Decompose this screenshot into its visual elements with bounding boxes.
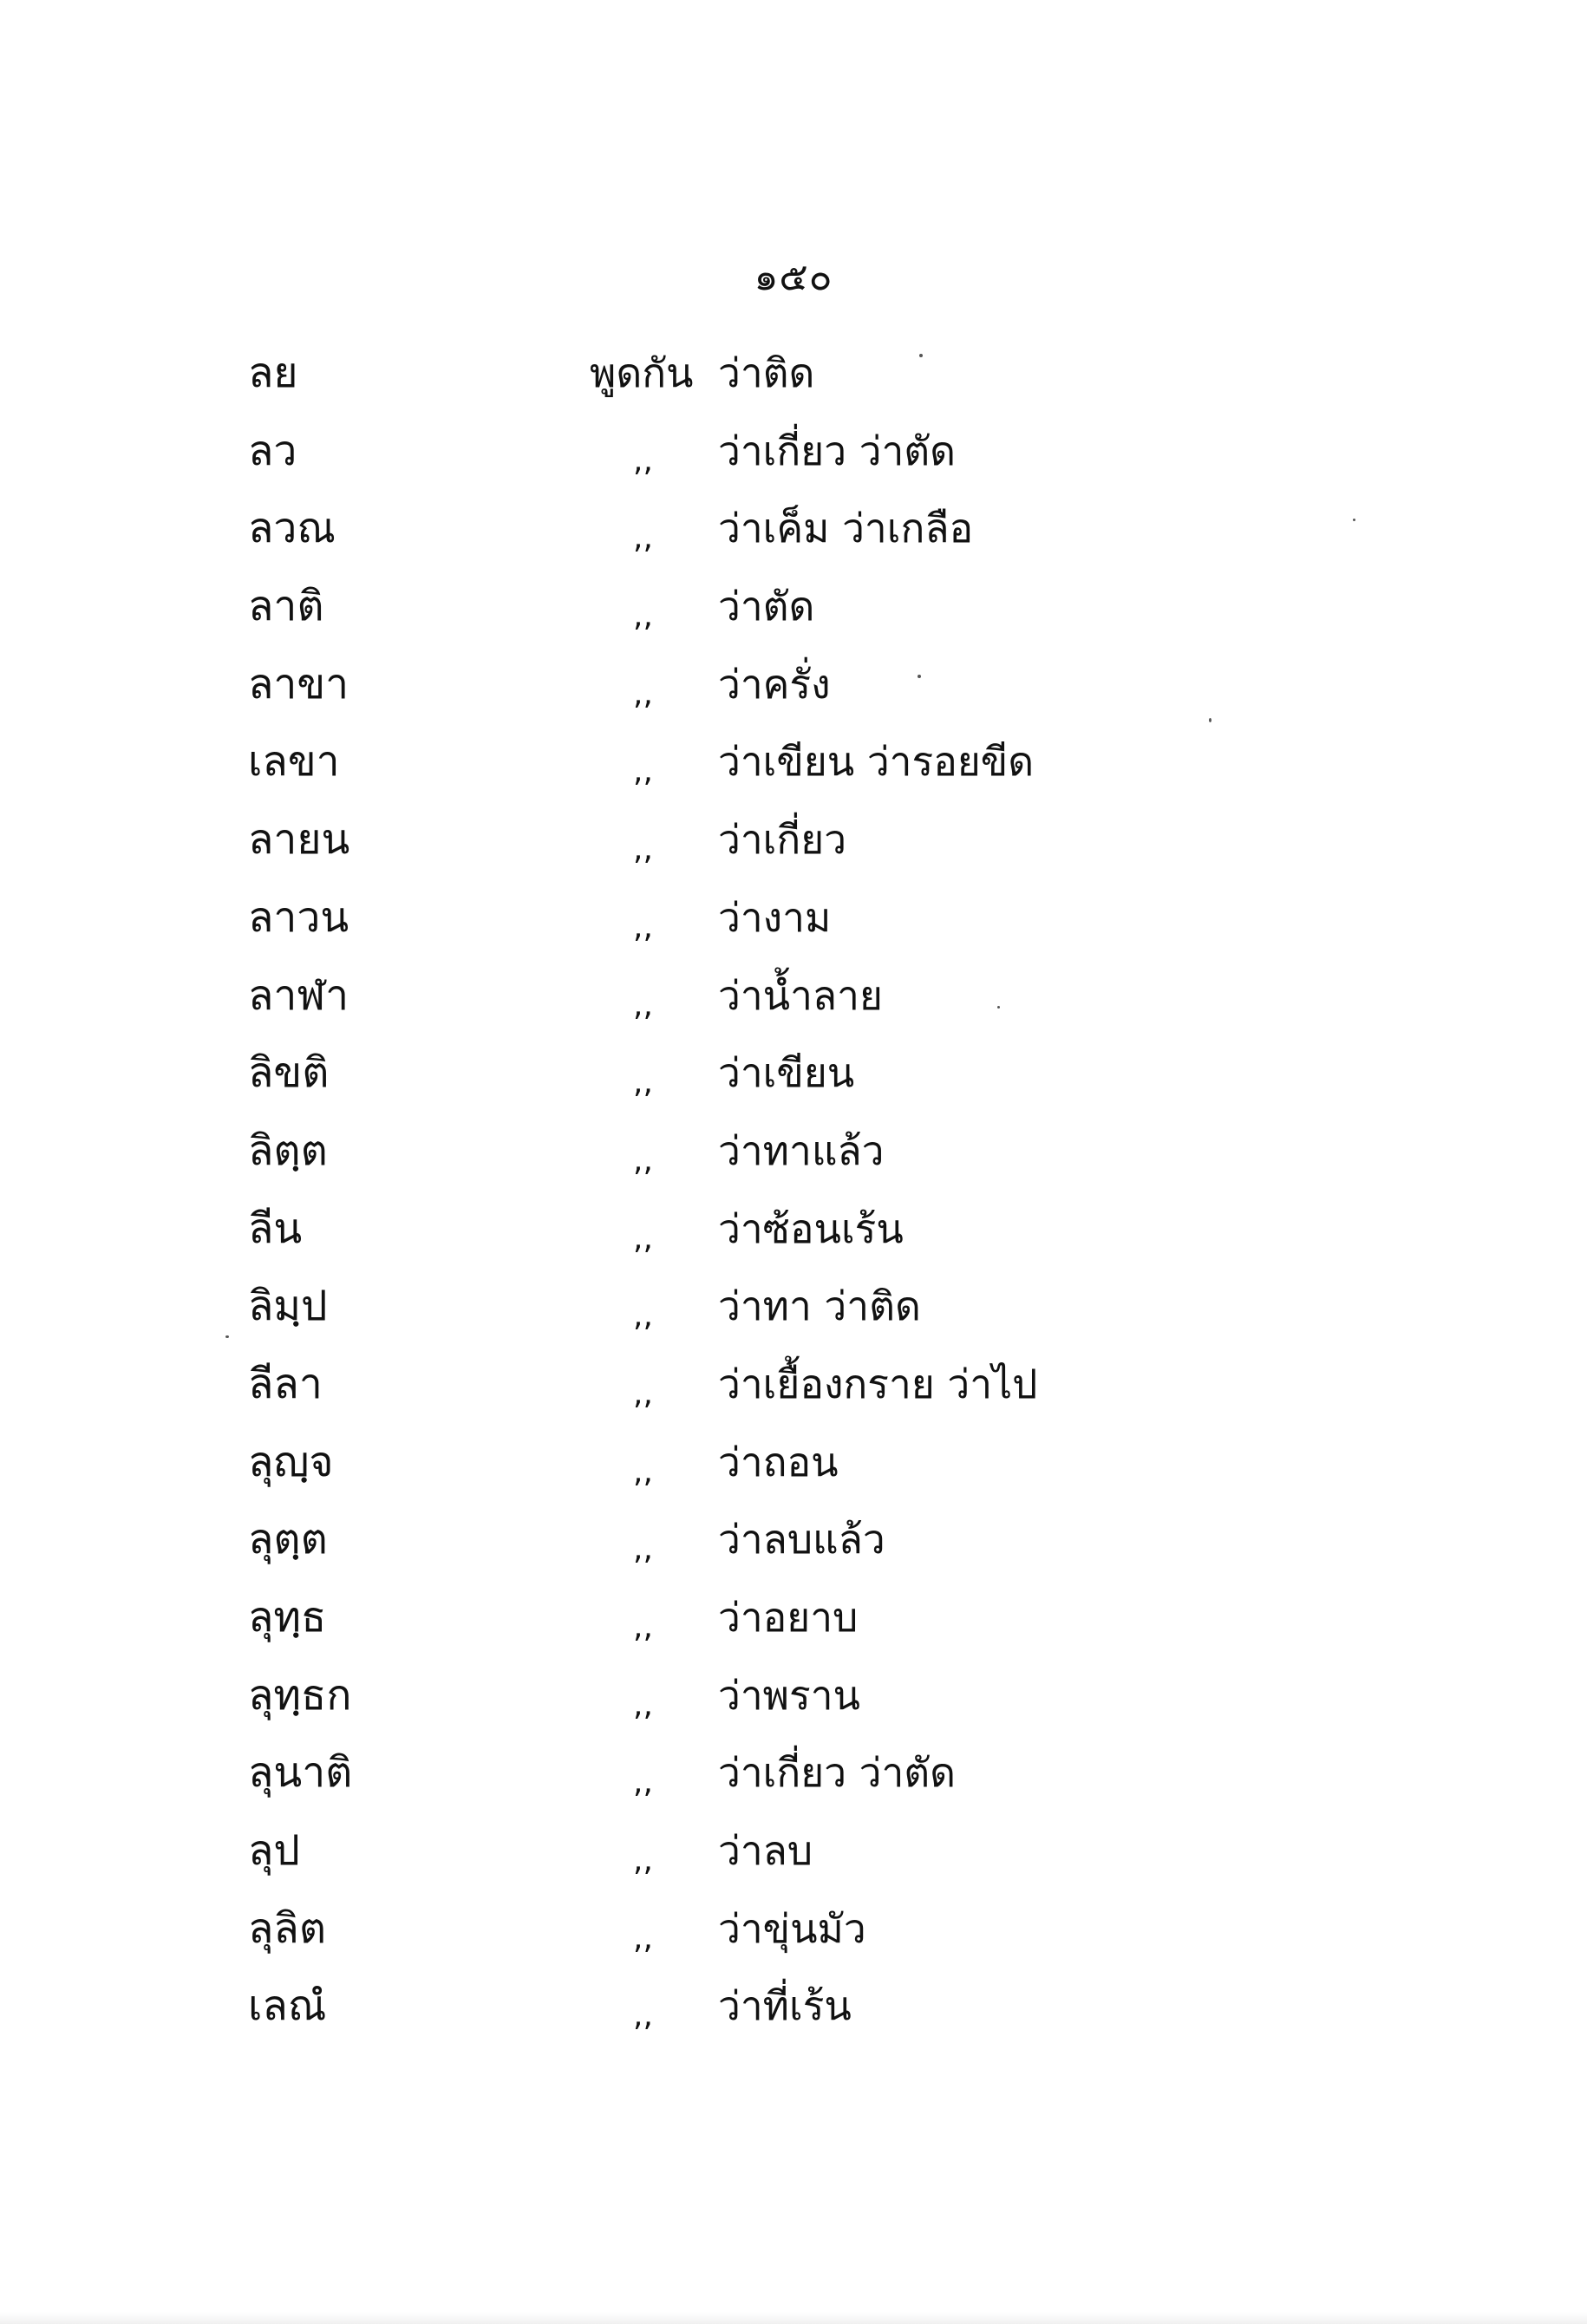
ditto-mark: ,, bbox=[633, 1142, 653, 1178]
entry-meaning: ว่าน้ำลาย bbox=[718, 971, 883, 1019]
entry-term: ลุนาติ bbox=[248, 1748, 353, 1798]
ditto-mark: ,, bbox=[633, 1220, 653, 1257]
entry-term: ลุทฺธก bbox=[248, 1670, 352, 1720]
glossary-entry bbox=[0, 1427, 1587, 1505]
entry-term: ลิขติ bbox=[248, 1048, 330, 1098]
glossary-entry bbox=[0, 883, 1587, 961]
entry-meaning: ว่าเกี่ยว ว่าตัด bbox=[718, 427, 957, 474]
glossary-entry bbox=[0, 1816, 1587, 1894]
glossary-entry bbox=[0, 1661, 1587, 1739]
entry-term: ลาติ bbox=[248, 582, 324, 631]
entry-term: ลิตฺต bbox=[248, 1126, 328, 1175]
entry-meaning: ว่าลบ bbox=[718, 1827, 813, 1875]
entry-term: เลณํ bbox=[248, 1981, 327, 2031]
ditto-mark: ,, bbox=[633, 754, 653, 790]
entry-meaning: ว่าเขียน ว่ารอยขีด bbox=[718, 738, 1035, 786]
ditto-mark: ,, bbox=[633, 1920, 653, 1956]
entry-meaning: ว่าทาแล้ว bbox=[718, 1126, 885, 1174]
entry-meaning: ว่าพราน bbox=[718, 1671, 860, 1719]
entry-term: ลุทฺธ bbox=[248, 1593, 327, 1642]
ditto-mark: ,, bbox=[633, 1453, 653, 1490]
ditto-mark: ,, bbox=[633, 1843, 653, 1879]
glossary-entry bbox=[0, 1271, 1587, 1349]
entry-meaning: ว่าเกี่ยว bbox=[718, 816, 847, 864]
entry-term: ลีลา bbox=[248, 1359, 323, 1408]
glossary-entry bbox=[0, 1971, 1587, 2049]
entry-meaning: ว่าอยาบ bbox=[718, 1594, 859, 1641]
entry-term: ลุป bbox=[248, 1826, 300, 1876]
ditto-mark: ,, bbox=[633, 676, 653, 712]
glossary-entry bbox=[0, 1894, 1587, 1972]
entry-term: เลขา bbox=[248, 737, 340, 787]
ditto-mark: ,, bbox=[633, 1065, 653, 1101]
glossary-entry bbox=[0, 1349, 1587, 1427]
ditto-mark: ,, bbox=[633, 520, 653, 557]
ditto-mark: ,, bbox=[633, 1687, 653, 1723]
entry-meaning: ว่าเค็ม ว่าเกลือ bbox=[718, 505, 974, 552]
glossary-entry bbox=[0, 805, 1587, 883]
entry-meaning: ว่าเกี่ยว ว่าตัด bbox=[718, 1749, 957, 1797]
entry-meaning: ว่าเขียน bbox=[718, 1049, 855, 1097]
entry-term: ลุญฺจ bbox=[248, 1437, 334, 1486]
entry-term: ลิมฺป bbox=[248, 1282, 328, 1331]
entry-lead-phrase: พูดกัน bbox=[590, 349, 694, 396]
entry-term: ลวณ bbox=[248, 504, 336, 553]
entry-term: ลีน bbox=[248, 1204, 303, 1253]
glossary-entry bbox=[0, 1583, 1587, 1661]
glossary-entry bbox=[0, 1738, 1587, 1816]
ditto-mark: ,, bbox=[633, 832, 653, 868]
glossary-entry bbox=[0, 650, 1587, 728]
ditto-mark: ,, bbox=[633, 909, 653, 945]
entry-meaning: ว่าที่เร้น bbox=[718, 1982, 852, 2030]
glossary-entry bbox=[0, 1116, 1587, 1194]
glossary-entry bbox=[0, 493, 1587, 571]
ditto-mark: ,, bbox=[633, 1609, 653, 1645]
ditto-mark: ,, bbox=[633, 1375, 653, 1412]
entry-meaning: ว่าถอน bbox=[718, 1438, 839, 1485]
glossary-entry bbox=[0, 961, 1587, 1039]
entry-term: ลาฬา bbox=[248, 970, 349, 1020]
entry-term: ลุลิต bbox=[248, 1903, 326, 1953]
entry-term: ลายน bbox=[248, 815, 350, 865]
entry-meaning: ว่าทา ว่าติด bbox=[718, 1283, 921, 1330]
entry-meaning: ว่าครั่ง bbox=[718, 660, 831, 708]
ditto-mark: ,, bbox=[633, 1298, 653, 1335]
ditto-mark: ,, bbox=[633, 598, 653, 635]
ditto-mark: ,, bbox=[633, 1765, 653, 1801]
entry-meaning: ว่าตัด bbox=[718, 583, 815, 630]
glossary-entry bbox=[0, 571, 1587, 650]
glossary-entry bbox=[0, 1505, 1587, 1583]
ditto-mark: ,, bbox=[633, 1531, 653, 1568]
scan-speck bbox=[1209, 718, 1211, 722]
entry-term: ลย bbox=[248, 349, 298, 397]
entry-meaning: ว่าติด bbox=[718, 349, 815, 396]
page-number: ๑๕๐ bbox=[754, 255, 833, 299]
scan-edge-shadow bbox=[0, 2312, 1587, 2324]
entry-term: ลุตฺต bbox=[248, 1515, 328, 1564]
scan-speck bbox=[918, 675, 921, 678]
scan-speck bbox=[1353, 519, 1355, 521]
scan-speck bbox=[997, 1006, 1000, 1009]
entry-term: ลาขา bbox=[248, 659, 349, 708]
scan-speck bbox=[225, 1335, 229, 1338]
entry-meaning: ว่าลบแล้ว bbox=[718, 1516, 885, 1563]
glossary-entry bbox=[0, 1194, 1587, 1272]
entry-meaning: ว่างาม bbox=[718, 893, 832, 941]
glossary-entry bbox=[0, 338, 1587, 416]
glossary-entry bbox=[0, 416, 1587, 494]
ditto-mark: ,, bbox=[633, 442, 653, 479]
entry-meaning: ว่าซ้อนเร้น bbox=[718, 1204, 904, 1252]
ditto-mark: ,, bbox=[633, 987, 653, 1023]
entry-term: ลว bbox=[248, 426, 297, 475]
glossary-entry bbox=[0, 727, 1587, 805]
entry-term: ลาวน bbox=[248, 892, 349, 942]
scan-speck bbox=[919, 354, 923, 357]
ditto-mark: ,, bbox=[633, 1998, 653, 2034]
entry-meaning: ว่าขุ่นมัว bbox=[718, 1904, 866, 1952]
entry-meaning: ว่าเยื้องกราย ว่าไป bbox=[718, 1360, 1038, 1407]
glossary-list bbox=[0, 338, 1587, 2049]
glossary-entry bbox=[0, 1038, 1587, 1116]
